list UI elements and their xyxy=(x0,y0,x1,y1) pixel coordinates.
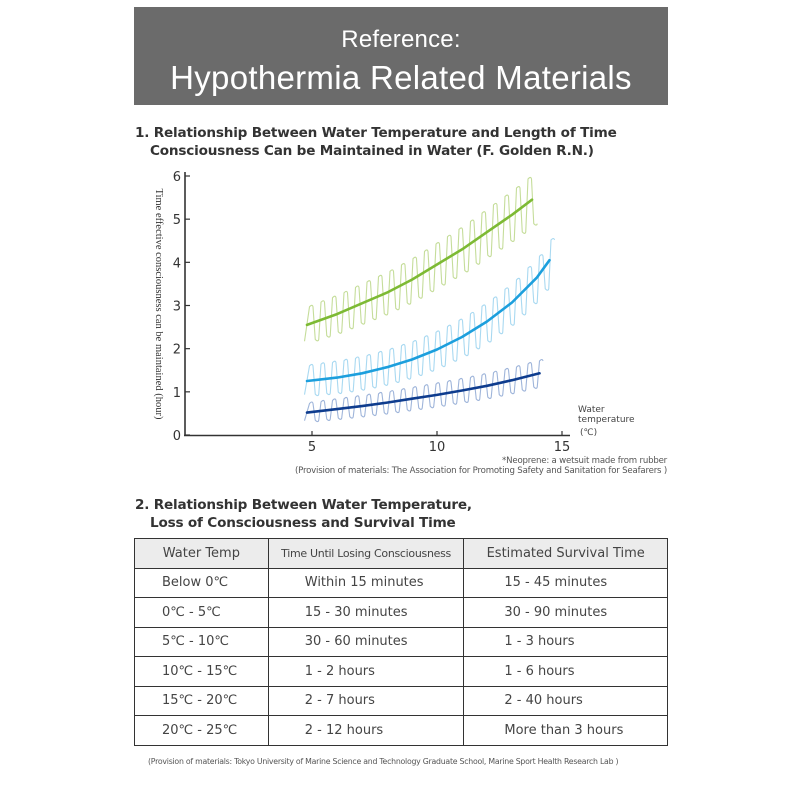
cell-water-temp: 15℃ - 20℃ xyxy=(135,686,269,716)
table-row xyxy=(135,627,668,657)
cell-estimated-survival-time: 1 - 3 hours xyxy=(464,627,668,657)
x-tick-label: 10 xyxy=(428,440,446,455)
x-tick-label: 15 xyxy=(553,440,571,455)
table-row xyxy=(135,598,668,628)
band-neoprene xyxy=(305,177,538,341)
temperature-consciousness-chart xyxy=(140,165,660,455)
y-tick-label: 0 xyxy=(172,429,181,444)
section2-title xyxy=(135,496,472,532)
cell-estimated-survival-time: 2 - 40 hours xyxy=(464,686,668,716)
y-tick-label: 4 xyxy=(172,256,181,272)
table-row xyxy=(135,657,668,687)
cell-water-temp: 20℃ - 25℃ xyxy=(135,716,269,746)
cell-water-temp: Below 0℃ xyxy=(135,568,269,598)
section1-title xyxy=(135,124,617,160)
page-header xyxy=(134,7,668,105)
y-tick-label: 6 xyxy=(172,170,181,185)
band-no-clothing xyxy=(305,359,544,421)
header-water-temp: Water Temp xyxy=(135,539,269,569)
table-header-row xyxy=(135,539,668,569)
x-axis-label-line3: (℃) xyxy=(580,428,598,438)
cell-estimated-survival-time: 30 - 90 minutes xyxy=(464,598,668,628)
section2-title-line1: 2. Relationship Between Water Temperature, xyxy=(135,497,472,513)
section1-title-line2: Consciousness Can be Maintained in Water (F. Golden R.N.) xyxy=(150,143,594,159)
y-tick-label: 5 xyxy=(172,213,181,229)
section2-provision: (Provision of materials: Tokyo University of Marine Science and Technology Graduate School, Marine Sport Health Research Lab ) xyxy=(148,757,619,766)
header-estimated-survival-time: Estimated Survival Time xyxy=(464,539,668,569)
section1-title-line1: 1. Relationship Between Water Temperature and Length of Time xyxy=(135,125,617,141)
x-axis-label-line1: Water xyxy=(578,405,605,415)
cell-time-until-losing-consciousness: 30 - 60 minutes xyxy=(268,627,464,657)
y-axis-label: Time effective consciousness can be maintained (hour) xyxy=(153,188,164,420)
cell-water-temp: 5℃ - 10℃ xyxy=(135,627,269,657)
y-tick-label: 3 xyxy=(172,299,181,315)
cell-time-until-losing-consciousness: 1 - 2 hours xyxy=(268,657,464,687)
cell-time-until-losing-consciousness: 2 - 7 hours xyxy=(268,686,464,716)
series-bands xyxy=(305,177,555,421)
section1-provision: (Provision of materials: The Association for Promoting Safety and Sanitation for Seafarers ) xyxy=(294,466,667,476)
x-axis-label-line2: temperature xyxy=(578,415,635,425)
y-tick-label: 1 xyxy=(172,385,181,401)
table-row xyxy=(135,568,668,598)
survival-table xyxy=(134,538,668,746)
cell-time-until-losing-consciousness: 15 - 30 minutes xyxy=(268,598,464,628)
cell-estimated-survival-time: 15 - 45 minutes xyxy=(464,568,668,598)
x-axis-label xyxy=(578,405,637,438)
header-reference-label: Reference: xyxy=(341,26,461,53)
page-title: Hypothermia Related Materials xyxy=(170,59,632,96)
cell-estimated-survival-time: 1 - 6 hours xyxy=(464,657,668,687)
cell-time-until-losing-consciousness: 2 - 12 hours xyxy=(268,716,464,746)
x-tick-label: 5 xyxy=(307,440,317,455)
band-regular-clothing xyxy=(305,238,555,395)
table-row xyxy=(135,716,668,746)
table-row xyxy=(135,686,668,716)
y-tick-label: 2 xyxy=(172,342,181,358)
cell-estimated-survival-time: More than 3 hours xyxy=(464,716,668,746)
section2-title-line2: Loss of Consciousness and Survival Time xyxy=(150,515,456,531)
cell-water-temp: 10℃ - 15℃ xyxy=(135,657,269,687)
cell-water-temp: 0℃ - 5℃ xyxy=(135,598,269,628)
header-time-until-losing-consciousness: Time Until Losing Consciousness xyxy=(268,539,464,569)
cell-time-until-losing-consciousness: Within 15 minutes xyxy=(268,568,464,598)
neoprene-footnote: *Neoprene: a wetsuit made from rubber xyxy=(502,456,667,466)
